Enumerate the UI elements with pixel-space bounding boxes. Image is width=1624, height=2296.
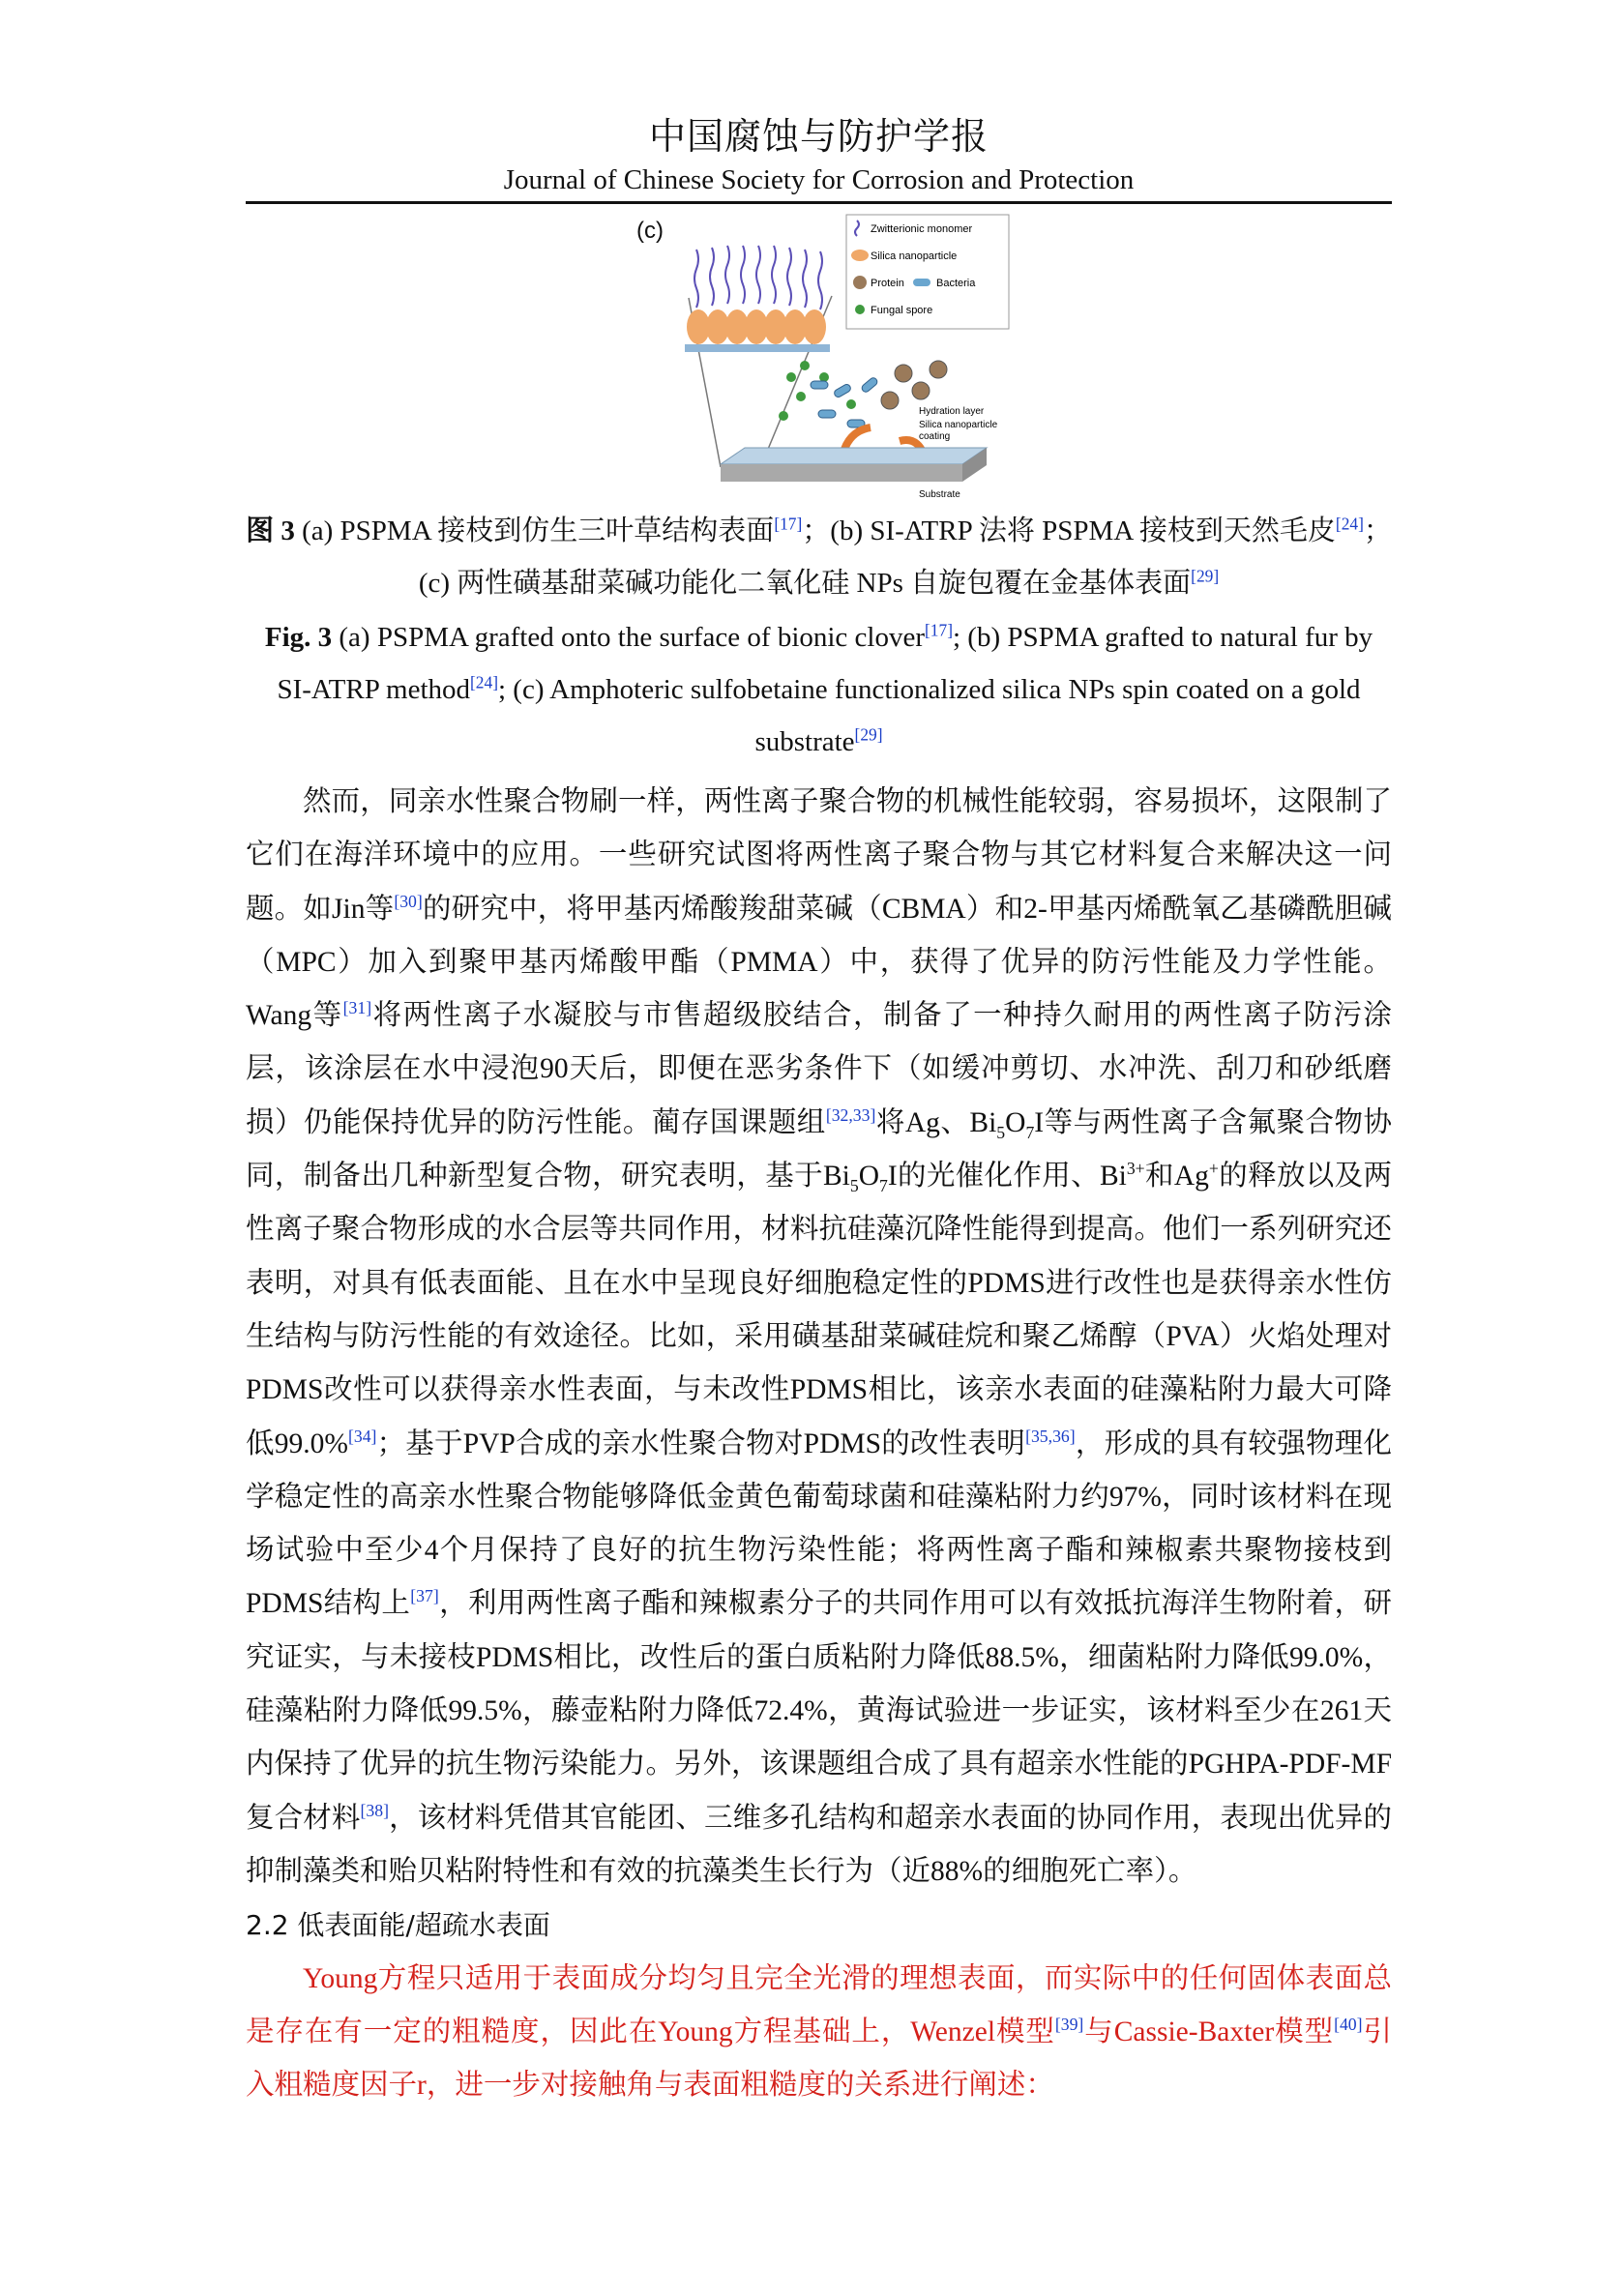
coating-surface: [721, 448, 987, 464]
ref-31[interactable]: [31]: [342, 998, 372, 1018]
ref-35-36[interactable]: [35,36]: [1025, 1426, 1076, 1446]
legend-fungal-spore: Fungal spore: [871, 305, 933, 316]
p2-text-1: Young方程只适用于表面成分均匀且完全光滑的理想表面，而实际中的任何固体表面总是存在有一定的粗糙度，因此在Young方程基础上，Wenzel模型: [246, 1962, 1392, 2047]
caption-cn-a: (a) PSPMA 接枝到仿生三叶草结构表面: [294, 515, 775, 546]
p2-text-2: 与Cassie-Baxter模型: [1083, 2016, 1335, 2047]
caption-cn-c: ；(c) 两性磺基甜菜碱功能化二氧化硅 NPs 自旋包覆在金基体表面: [418, 515, 1392, 599]
ref-38[interactable]: [38]: [360, 1800, 389, 1820]
caption-cn-ref-a[interactable]: [17]: [774, 514, 803, 534]
p1-text-12: ，该材料凭借其官能团、三维多孔结构和超亲水表面的协同作用，表现出优异的抑制藻类和贻贝粘附特性和有效的抗藻类生长行为（近88%的细胞死亡率）。: [246, 1802, 1392, 1887]
caption-en-b: ; (b) PSPMA grafted to natural fur by SI-ATRP method: [277, 622, 1373, 705]
subscript-7b: 7: [879, 1175, 888, 1195]
caption-en-a: (a) PSPMA grafted onto the surface of bionic clover: [332, 622, 926, 653]
p1-text-5b: O: [858, 1161, 879, 1192]
caption-cn-ref-b[interactable]: [24]: [1335, 514, 1364, 534]
legend-silica-nanoparticle: Silica nanoparticle: [871, 250, 958, 262]
caption-en: [246, 611, 1392, 768]
paragraph-2: [246, 1953, 1392, 2113]
subscript-7: 7: [1025, 1122, 1035, 1142]
legend-bacteria-icon: [913, 279, 930, 286]
p1-text-3: 将两性离子水凝胶与市售超级胶结合，制备了一种持久耐用的两性离子防污涂层，该涂层在水中浸泡90天后，即便在恶劣条件下（如缓冲剪切、水冲洗、刮刀和砂纸磨损）仍能保持优异的防污性能。蔺存国课题组: [246, 1000, 1392, 1138]
annotation-substrate: Substrate: [919, 489, 960, 500]
annotation-coating: coating: [919, 431, 951, 442]
header-rule: [246, 201, 1392, 204]
p1-text-4b: O: [1005, 1106, 1026, 1138]
caption-en-label: Fig. 3: [264, 622, 333, 653]
subscript-5: 5: [996, 1122, 1006, 1142]
paragraph-1: [246, 776, 1392, 1899]
zwitterionic-brush: [694, 246, 822, 309]
caption-cn: [246, 505, 1392, 609]
p1-text-4: 将Ag、Bi: [875, 1106, 997, 1138]
figure-3c: [629, 211, 1016, 501]
ref-30[interactable]: [30]: [394, 891, 423, 911]
p1-text-7: 和Ag: [1144, 1161, 1209, 1192]
legend-bacteria: Bacteria: [936, 278, 976, 289]
legend-protein-icon: [853, 276, 867, 289]
p1-text-6: I的光催化作用、Bi: [887, 1161, 1127, 1192]
subscript-5b: 5: [849, 1175, 859, 1195]
journal-title-cn: 中国腐蚀与防护学报: [648, 117, 989, 158]
hydration-layer-zoom: [685, 344, 830, 352]
legend-zwitterionic-monomer: Zwitterionic monomer: [871, 223, 973, 235]
p1-text-9: ；基于PVP合成的亲水性聚合物对PDMS的改性表明: [376, 1428, 1026, 1459]
silica-nanoparticles: [687, 309, 826, 344]
caption-en-ref-c[interactable]: [29]: [854, 724, 883, 745]
annotation-hydration-layer: Hydration layer: [919, 406, 985, 417]
proteins: [881, 361, 947, 409]
substrate-front: [721, 464, 962, 482]
caption-cn-label: 图 3: [246, 515, 295, 546]
bacteria: [811, 376, 878, 427]
p1-text-10: ，形成的具有较强物理化学稳定性的高亲水性聚合物能够降低金黄色葡萄球菌和硅藻粘附力约97%，同时该材料在现场试验中至少4个月保持了良好的抗生物污染性能；将两性离子酯和辣椒素共聚物接枝到PDMS结构上: [246, 1428, 1392, 1620]
ref-34[interactable]: [34]: [347, 1426, 377, 1446]
legend-silica-icon: [851, 250, 869, 261]
ref-37[interactable]: [37]: [410, 1586, 439, 1606]
caption-en-ref-b[interactable]: [24]: [470, 672, 498, 692]
ref-39[interactable]: [39]: [1054, 2015, 1084, 2034]
journal-header: [246, 114, 1392, 197]
caption-en-c: ; (c) Amphoteric sulfobetaine functionalized silica NPs spin coated on a gold substrate: [498, 674, 1361, 757]
superscript-3plus: 3+: [1126, 1159, 1145, 1179]
p1-text-2: 的研究中，将甲基丙烯酸羧甜菜碱（CBMA）和2-甲基丙烯酰氧乙基磷酰胆碱（MPC）加入到聚甲基丙烯酸甲酯（PMMA）中，获得了优异的防污性能及力学性能。Wang等: [246, 893, 1392, 1032]
annotation-silica: Silica nanoparticle: [919, 420, 998, 430]
body-text: [246, 776, 1392, 2112]
ref-40[interactable]: [40]: [1334, 2015, 1363, 2034]
p2-text-3: 引入粗糙度因子r，进一步对接触角与表面粗糙度的关系进行阐述：: [246, 2016, 1392, 2102]
p1-text-8: 的释放以及两性离子聚合物形成的水合层等共同作用，材料抗硅藻沉降性能得到提高。他们一系列研究还表明，对具有低表面能、且在水中呈现良好细胞稳定性的PDMS进行改性也是获得亲水性仿生结构与防污性能的有效途径。比如，采用磺基甜菜碱硅烷和聚乙烯醇（PVA）火焰处理对PDMS改性可以获得亲水性表面，与未改性PDMS相比，该亲水表面的硅藻粘附力最大可降低99.0%: [246, 1161, 1392, 1459]
figure-3c-schematic: [629, 211, 1016, 501]
caption-en-ref-a[interactable]: [17]: [925, 620, 953, 640]
p1-text-1: 然而，同亲水性聚合物刷一样，两性离子聚合物的机械性能较弱，容易损坏，这限制了它们在海洋环境中的应用。一些研究试图将两性离子聚合物与其它材料复合来解决这一问题。如Jin等: [246, 786, 1392, 925]
legend-protein: Protein: [871, 278, 904, 289]
panel-label: (c): [636, 218, 664, 244]
legend-spore-icon: [855, 305, 865, 314]
section-title-2-2: 2.2 低表面能/超疏水表面: [246, 1909, 550, 1942]
ref-32-33[interactable]: [32,33]: [825, 1104, 876, 1125]
caption-cn-ref-c[interactable]: [29]: [1191, 566, 1220, 586]
superscript-plus: +: [1208, 1159, 1219, 1179]
caption-cn-b: ；(b) SI-ATRP 法将 PSPMA 接枝到天然毛皮: [802, 515, 1336, 546]
p1-text-5: I等与两性离子含氟聚合物协同，制备出几种新型复合物，研究表明，基于Bi: [246, 1106, 1392, 1192]
p1-text-11: ，利用两性离子酯和辣椒素分子的共同作用可以有效抵抗海洋生物附着，研究证实，与未接枝PDMS相比，改性后的蛋白质粘附力降低88.5%，细菌粘附力降低99.0%，硅藻粘附力降低99.5%，藤壶粘附力降低72.4%，黄海试验进一步证实，该材料至少在261天内保持了优异的抗生物污染能力。另外，该课题组合成了具有超亲水性能的PGHPA-PDF-MF复合材料: [246, 1588, 1392, 1834]
journal-title-en: Journal of Chinese Society for Corrosion and Protection: [503, 164, 1135, 195]
